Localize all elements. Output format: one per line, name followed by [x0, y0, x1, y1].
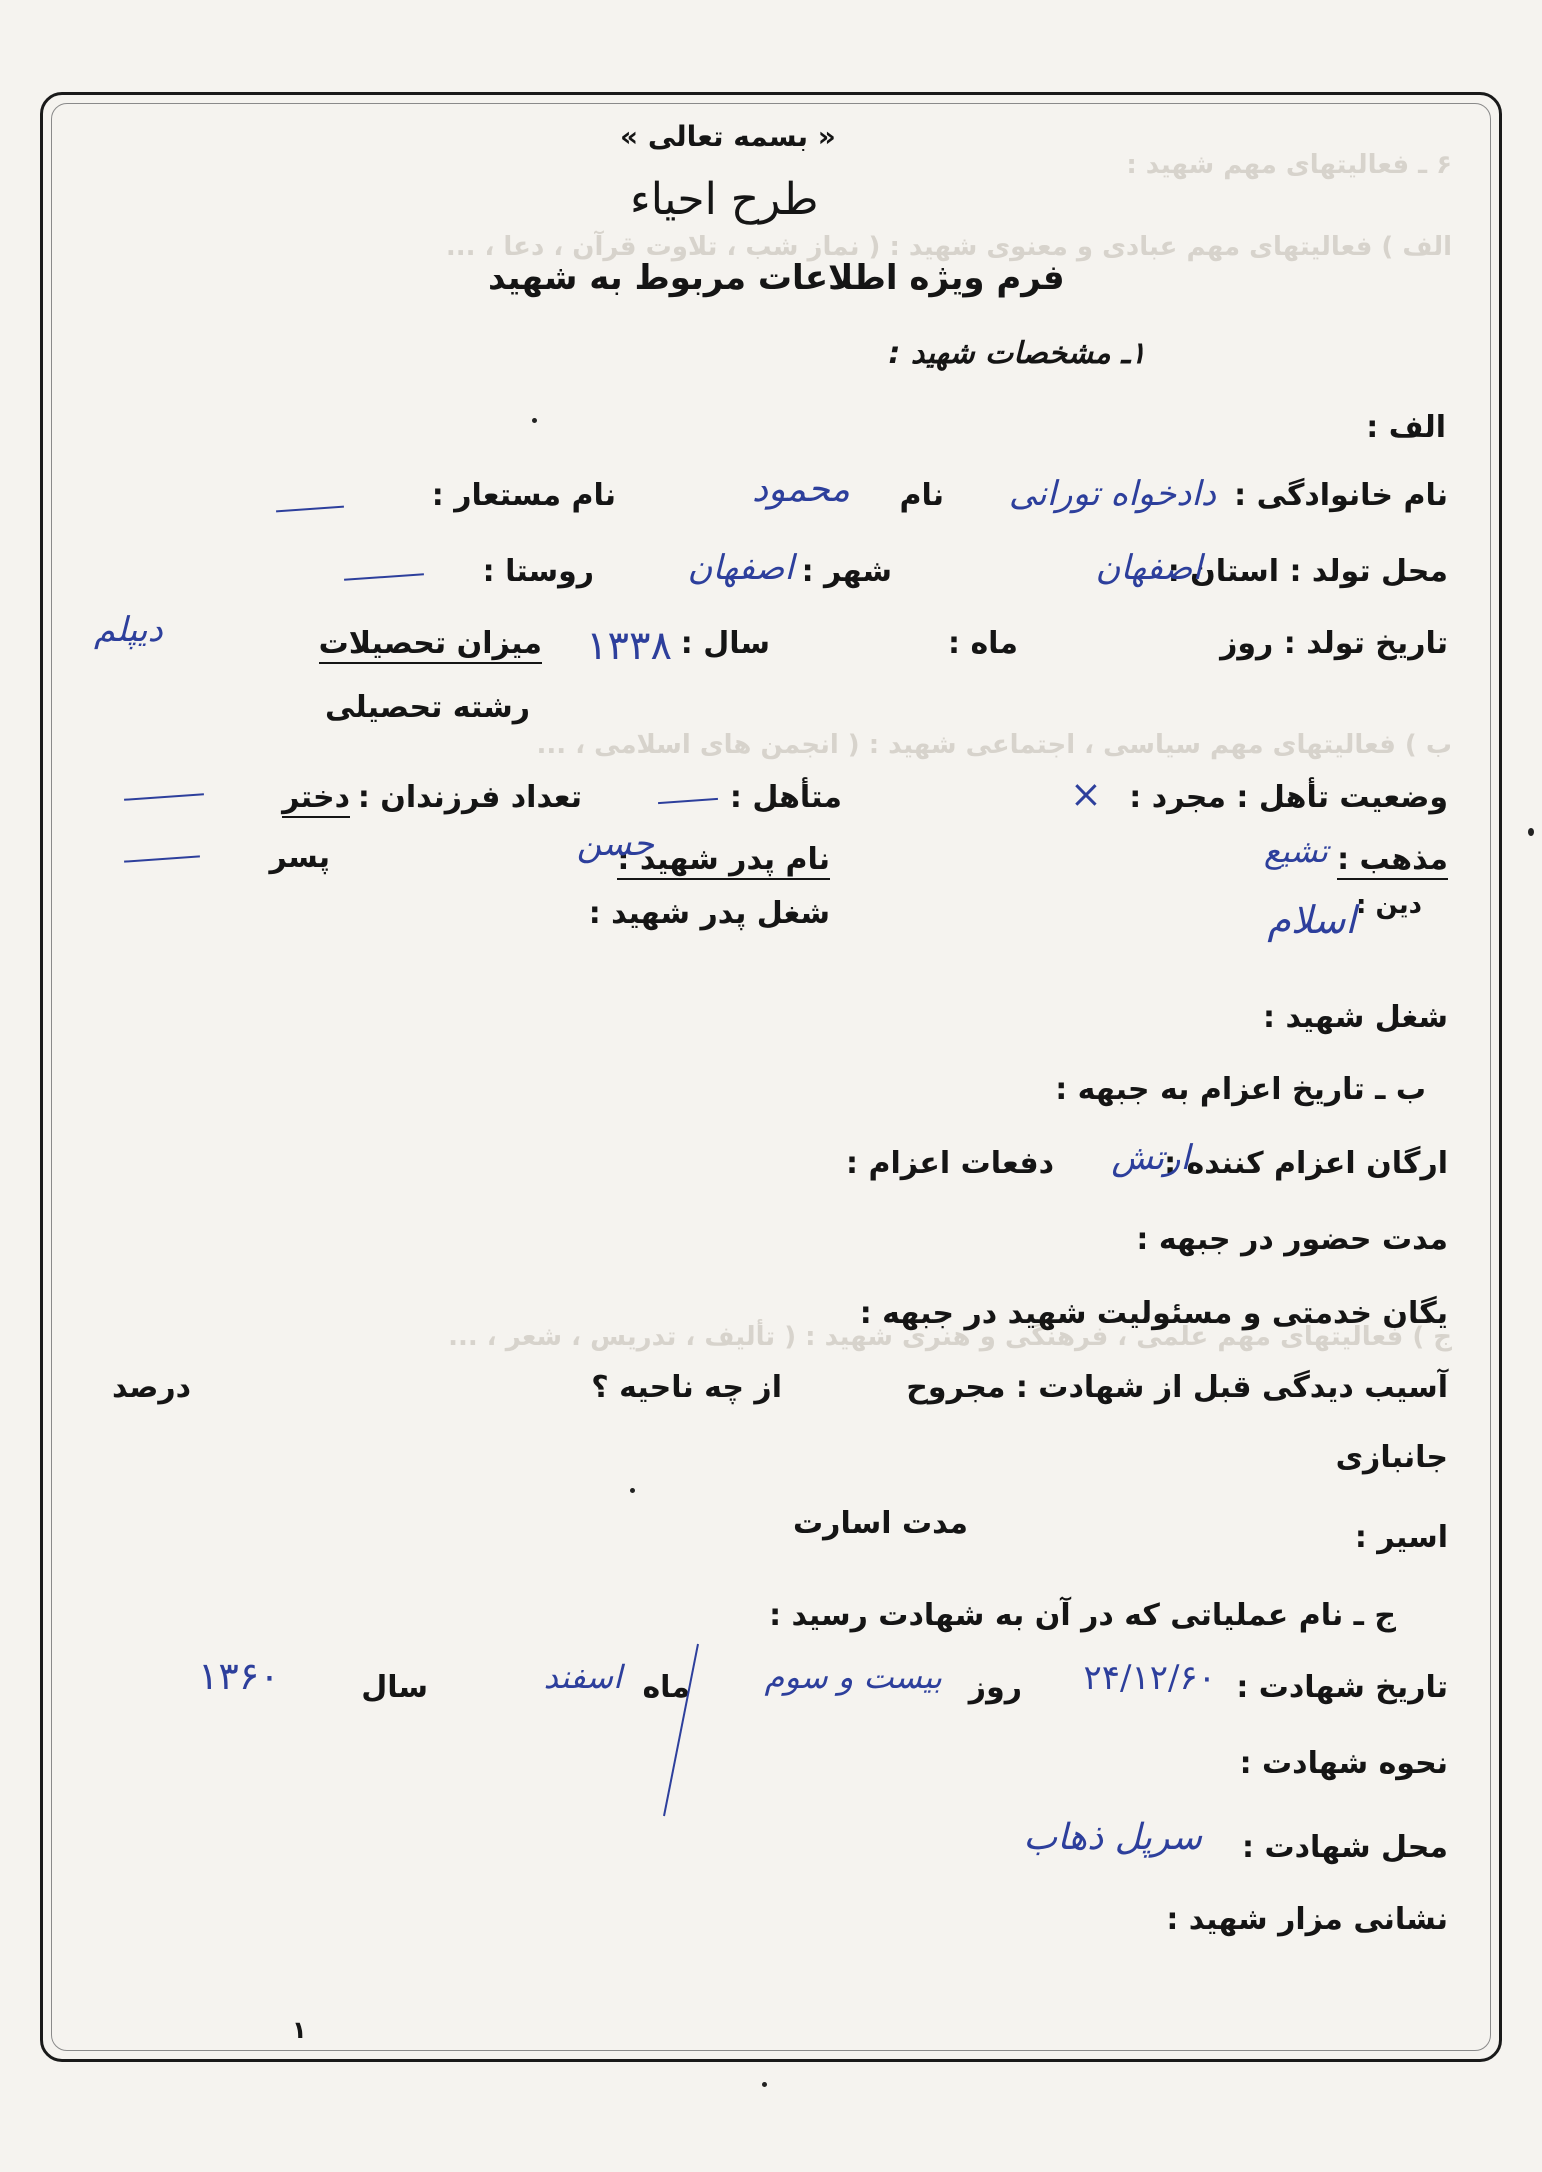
captive-label: اسیر : — [1354, 1520, 1448, 1555]
birthdate-label: تاریخ تولد : روز — [1220, 626, 1448, 661]
place-of-death-value: سرپل ذهاب — [1023, 1817, 1202, 1858]
children-count-label: تعداد فرزندان : — [357, 780, 582, 815]
dispatch-count-label: دفعات اعزام : — [846, 1146, 1054, 1181]
pen-stroke — [650, 1640, 710, 1820]
scan-speck — [630, 1488, 635, 1493]
first-name-value: محمود — [752, 469, 850, 510]
first-name-label: نام — [899, 478, 944, 513]
birth-year-label: سال : — [680, 626, 770, 661]
bleed-through-text: الف ) فعالیتهای مهم عبادی و معنوی شهید : ( نماز شب ، تلاوت قرآن ، دعا ، ... — [445, 232, 1452, 262]
section-b-heading: ب ـ تاریخ اعزام به جبهه : — [1055, 1072, 1426, 1107]
single-mark: × — [1070, 772, 1102, 816]
death-day-label: روز — [968, 1670, 1022, 1705]
injury-label: آسیب دیدگی قبل از شهادت : مجروح — [906, 1370, 1448, 1405]
death-day-value: بیست و سوم — [764, 1658, 942, 1696]
religion-label: دین : — [1356, 890, 1422, 920]
alias-label: نام مستعار : — [431, 478, 616, 513]
scan-speck — [1528, 828, 1534, 836]
part-a-label: الف : — [1366, 410, 1446, 445]
city-label: شهر : — [801, 554, 892, 589]
front-duration-label: مدت حضور در جبهه : — [1136, 1222, 1448, 1257]
son-label: پسر — [269, 840, 330, 875]
captivity-duration-label: مدت اسارت — [793, 1506, 968, 1541]
form-title: فرم ویژه اطلاعات مربوط به شهید — [488, 258, 1065, 298]
education-value: دیپلم — [94, 610, 163, 650]
invocation: « بسمه تعالی » — [620, 120, 836, 153]
death-month-value: اسفند — [543, 1658, 622, 1696]
death-year-value: ۱۳۶۰ — [198, 1654, 280, 1698]
manner-of-death-label: نحوه شهادت : — [1239, 1746, 1448, 1781]
father-name-value: حسن — [576, 824, 654, 864]
dispatch-org-value: ارتش — [1111, 1138, 1190, 1178]
education-label: میزان تحصیلات — [319, 626, 542, 664]
bleed-through-text: ج ) فعالیتهای مهم علمی ، فرهنگی و هنری شهید : ( تألیف ، تدریس ، شعر ، ... — [448, 1322, 1452, 1352]
service-unit-label: یگان خدمتی و مسئولیت شهید در جبهه : — [859, 1296, 1448, 1331]
birth-year-value: ۱۳۳۸ — [586, 623, 672, 669]
bleed-through-text: ۶ ـ فعالیتهای مهم شهید : — [1126, 150, 1452, 180]
dispatch-org-label: ارگان اعزام کننده : — [1164, 1146, 1448, 1181]
city-value: اصفهان — [687, 548, 794, 588]
daughter-label: دختر — [282, 780, 350, 818]
family-name-value: دادخواه تورانی — [1008, 474, 1216, 514]
disability-percent-label: درصد — [112, 1370, 191, 1405]
place-of-death-label: محل شهادت : — [1242, 1830, 1448, 1865]
family-name-label: نام خانوادگی : — [1234, 478, 1448, 513]
birthplace-label: محل تولد : استان : — [1167, 554, 1448, 589]
injury-area-label: از چه ناحیه ؟ — [591, 1370, 782, 1405]
sect-label: مذهب : — [1337, 842, 1448, 880]
father-name-label: نام پدر شهید : — [617, 842, 830, 880]
death-month-label: ماه — [642, 1670, 690, 1705]
religion-value: اسلام — [1267, 898, 1356, 942]
death-year-label: سال — [361, 1670, 428, 1705]
veteran-label: جانبازی — [1335, 1440, 1448, 1475]
martyr-job-label: شغل شهید : — [1263, 1000, 1448, 1035]
grave-address-label: نشانی مزار شهید : — [1166, 1902, 1448, 1937]
project-title: طرح احیاء — [630, 174, 819, 225]
birth-month-label: ماه : — [948, 626, 1018, 661]
father-job-label: شغل پدر شهید : — [588, 896, 830, 931]
death-date-label: تاریخ شهادت : — [1236, 1670, 1448, 1705]
section-heading: ۱ـ مشخصات شهید : — [888, 336, 1146, 371]
sect-value: تشیع — [1263, 832, 1328, 870]
death-date-value: ۲۴/۱۲/۶۰ — [1083, 1658, 1216, 1698]
scan-speck — [532, 418, 537, 423]
village-label: روستا : — [482, 554, 594, 589]
married-label: متأهل : — [729, 780, 842, 815]
page-number: ۱ — [292, 2016, 307, 2044]
marital-status-label: وضعیت تأهل : مجرد : — [1129, 780, 1448, 815]
bleed-through-text: ب ) فعالیتهای مهم سیاسی ، اجتماعی شهید : ( انجمن های اسلامی ، ... — [536, 730, 1452, 760]
province-value: اصفهان — [1095, 548, 1202, 588]
scan-speck — [762, 2082, 767, 2087]
field-of-study-label: رشته تحصیلی — [325, 690, 530, 725]
section-c-heading: ج ـ نام عملیاتی که در آن به شهادت رسید : — [769, 1598, 1396, 1633]
